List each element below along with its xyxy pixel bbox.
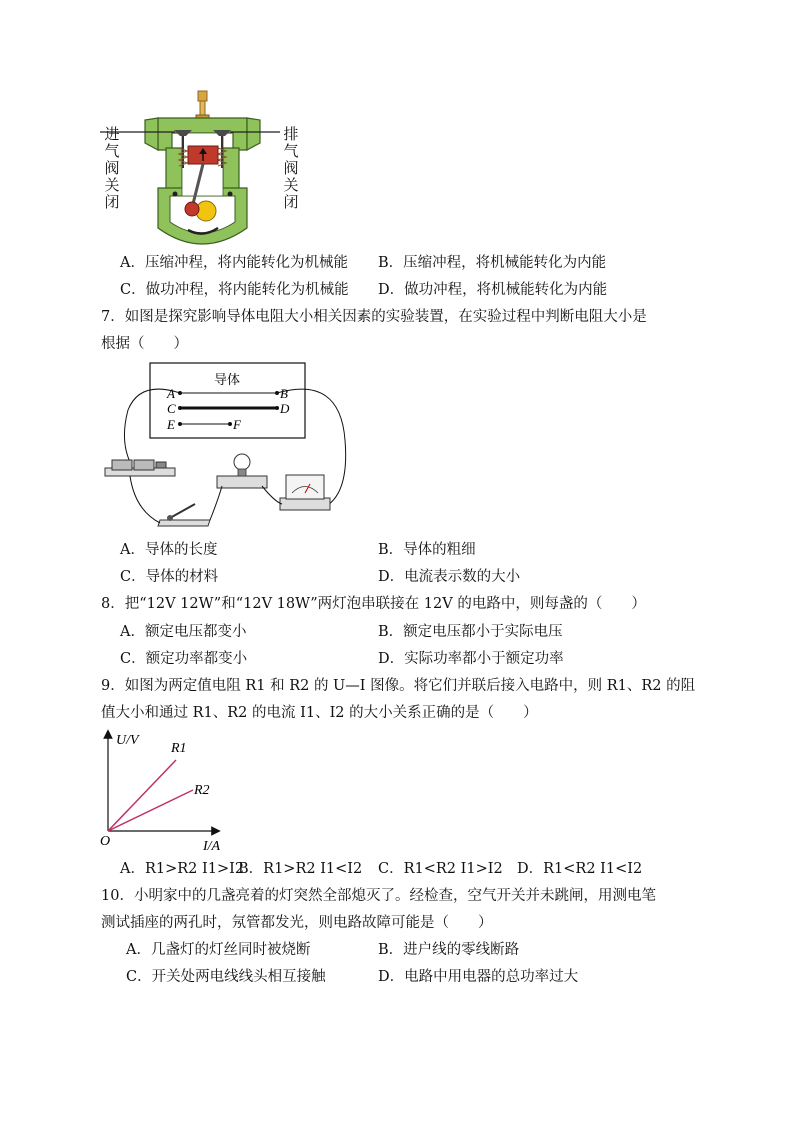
exhaust-label-char-5: 闭 [283, 193, 299, 211]
q10-option-c[interactable]: C．开关处两电线线头相互接触 [126, 969, 326, 985]
q7-stem-line2: 根据（ ） [101, 336, 188, 352]
y-axis-label: U/V [116, 733, 139, 748]
intake-label-char-2: 气 [104, 142, 120, 160]
q7-option-c[interactable]: C．导体的材料 [120, 569, 219, 585]
ui-graph-drawing [98, 728, 238, 853]
q9-stem-line1: 9．如图为两定值电阻 R1 和 R2 的 U—I 图像。将它们并联后接入电路中，则 R1、R2 的阻 [101, 678, 696, 694]
point-d-label: D [280, 401, 290, 416]
intake-label-char-5: 闭 [104, 193, 120, 211]
q10-stem-line1: 10．小明家中的几盏亮着的灯突然全部熄灭了。经检查，空气开关并未跳闸，用测电笔 [101, 888, 656, 904]
point-a-label: A [167, 386, 175, 401]
intake-valve-label [103, 126, 121, 211]
box-title: 导体 [213, 372, 241, 387]
circuit-drawing [100, 360, 360, 535]
engine-drawing [100, 88, 310, 248]
r2-label: R2 [194, 783, 210, 798]
exhaust-valve-label [282, 126, 300, 211]
q7-option-d[interactable]: D．电流表示数的大小 [378, 569, 521, 585]
exhaust-label-char-2: 气 [283, 142, 299, 160]
r2-line [108, 790, 193, 831]
q9-option-c[interactable]: C．R1<R2 I1>I2 [378, 861, 503, 877]
q10-option-b[interactable]: B．进户线的零线断路 [378, 942, 520, 958]
origin-label: O [100, 834, 111, 849]
q9-option-a[interactable]: A．R1>R2 I1>I2 [120, 861, 245, 877]
q8-stem: 8．把“12V 12W”和“12V 18W”两灯泡串联接在 12V 的电路中，则每盏的（ ） [101, 596, 646, 612]
q6-option-d[interactable]: D．做功冲程，将机械能转化为内能 [378, 282, 608, 298]
x-axis-label: I/A [203, 839, 221, 853]
r1-label: R1 [171, 741, 187, 756]
q9-stem-line2: 值大小和通过 R1、R2 的电流 I1、I2 的大小关系正确的是（ ） [101, 705, 538, 721]
q10-option-a[interactable]: A．几盏灯的灯丝同时被烧断 [126, 942, 311, 958]
q8-option-c[interactable]: C．额定功率都变小 [120, 651, 248, 667]
intake-label-char-1: 进 [104, 125, 120, 143]
q6-option-a[interactable]: A．压缩冲程，将内能转化为机械能 [120, 255, 348, 271]
engine-figure [100, 88, 310, 248]
q6-option-c[interactable]: C．做功冲程，将内能转化为机械能 [120, 282, 349, 298]
q9-option-b[interactable]: B．R1>R2 I1<I2 [238, 861, 363, 877]
exhaust-label-char-4: 关 [283, 176, 299, 194]
q7-option-b[interactable]: B．导体的粗细 [378, 542, 476, 558]
point-c-label: C [167, 401, 176, 416]
q7-option-a[interactable]: A．导体的长度 [120, 542, 218, 558]
q8-option-a[interactable]: A．额定电压都变小 [120, 624, 247, 640]
q8-option-d[interactable]: D．实际功率都小于额定功率 [378, 651, 564, 667]
point-f-label: F [233, 417, 241, 432]
q8-option-b[interactable]: B．额定电压都小于实际电压 [378, 624, 563, 640]
q9-option-d[interactable]: D．R1<R2 I1<I2 [517, 861, 643, 877]
q10-stem-line2: 测试插座的两孔时，氖管都发光，则电路故障可能是（ ） [101, 915, 493, 931]
r1-line [108, 760, 176, 831]
ui-graph [98, 728, 238, 853]
intake-label-char-4: 关 [104, 176, 120, 194]
exhaust-label-char-1: 排 [283, 125, 299, 143]
point-b-label: B [280, 386, 288, 401]
intake-label-char-3: 阀 [104, 159, 120, 177]
point-e-label: E [167, 417, 175, 432]
exhaust-label-char-3: 阀 [283, 159, 299, 177]
q7-stem-line1: 7．如图是探究影响导体电阻大小相关因素的实验装置，在实验过程中判断电阻大小是 [101, 309, 647, 325]
q10-option-d[interactable]: D．电路中用电器的总功率过大 [378, 969, 579, 985]
q6-option-b[interactable]: B．压缩冲程，将机械能转化为内能 [378, 255, 607, 271]
circuit-figure [100, 360, 360, 535]
